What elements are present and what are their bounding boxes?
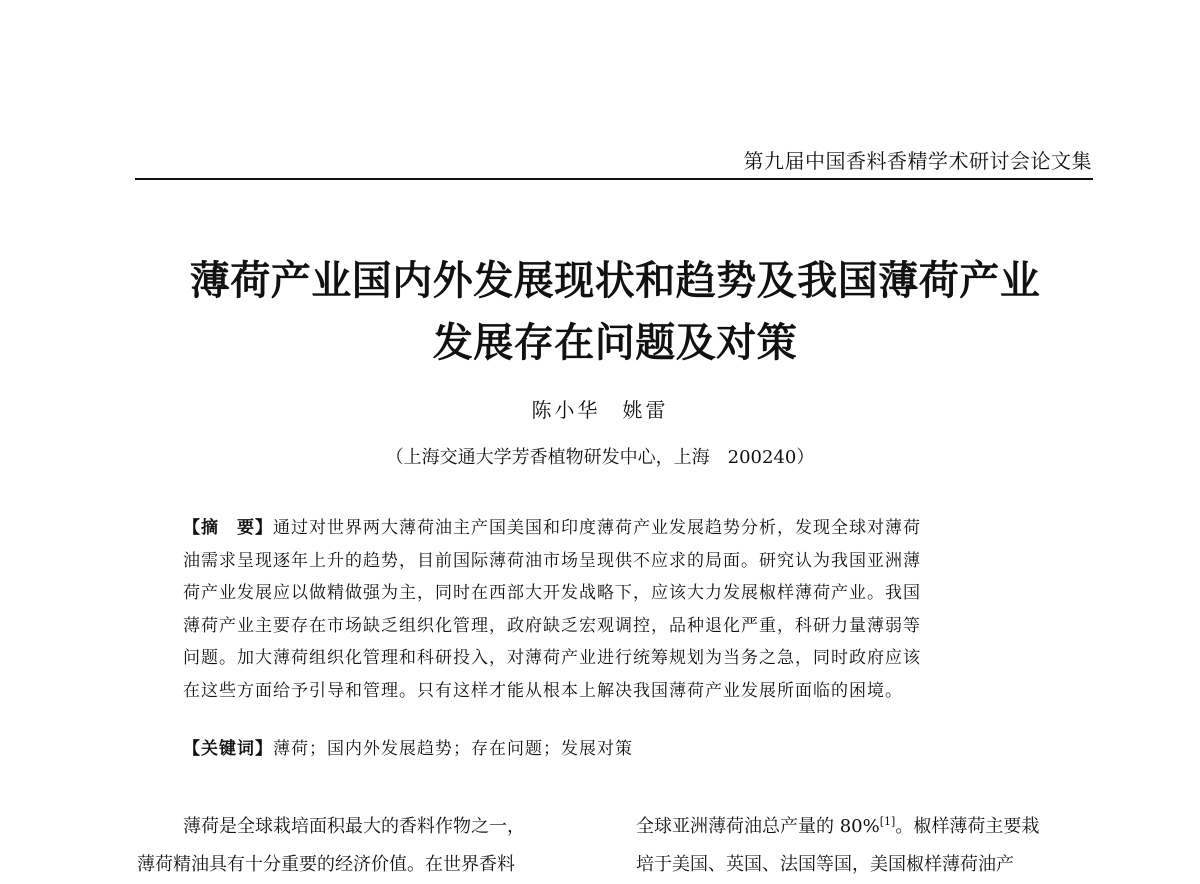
authors: [0, 395, 1200, 425]
abstract-line: 问题。加大薄荷组织化管理和科研投入，对薄荷产业进行统筹规划为当务之急，同时政府应该: [183, 648, 921, 668]
abstract-line: 荷产业发展应以做精做强为主，同时在西部大开发战略下，应该大力发展椒样薄荷产业。我国: [183, 583, 921, 603]
keywords-text: 薄荷；国内外发展趋势；存在问题；发展对策: [273, 739, 633, 759]
title-line-2: 发展存在问题及对策: [432, 320, 798, 366]
paper-title: [90, 250, 1140, 374]
citation-ref: [1]: [879, 815, 896, 828]
keywords-label: 【关键词】: [183, 739, 273, 759]
abstract-line: 油需求呈现逐年上升的趋势，目前国际薄荷油市场呈现供不应求的局面。研究认为我国亚洲薄: [183, 550, 921, 571]
body-line: 全球亚洲薄荷油总产量的 80%[1]。椒样薄荷主要栽: [636, 815, 1040, 837]
title-line-1: 薄荷产业国内外发展现状和趋势及我国薄荷产业: [189, 258, 1041, 304]
abstract-label: 【摘 要】: [183, 518, 273, 538]
body-column-right: [636, 808, 1096, 884]
header-rule: [135, 178, 1093, 180]
author-1: 陈小华: [531, 398, 601, 422]
body-line: 培于美国、英国、法国等国，美国椒样薄荷油产: [636, 854, 1014, 875]
abstract-line: 【摘 要】通过对世界两大薄荷油主产国美国和印度薄荷产业发展趋势分析，发现全球对薄荷: [183, 518, 921, 538]
author-2: 姚雷: [622, 398, 669, 422]
body-line: 薄荷精油具有十分重要的经济价值。在世界香料: [137, 854, 515, 875]
abstract-line: 在这些方面给予引导和管理。只有这样才能从根本上解决我国薄荷产业发展所面临的困境。: [183, 680, 903, 701]
abstract-line: 薄荷产业主要存在市场缺乏组织化管理，政府缺乏宏观调控，品种退化严重，科研力量薄弱等: [183, 615, 921, 636]
affiliation: （上海交通大学芳香植物研发中心，上海 200240）: [385, 447, 815, 468]
keywords: [183, 733, 1053, 765]
running-head: 第九届中国香料香精学术研讨会论文集: [743, 149, 1092, 173]
abstract: [183, 512, 1053, 707]
body-line: 薄荷是全球栽培面积最大的香料作物之一，: [183, 816, 525, 837]
body-column-left: [137, 808, 597, 884]
